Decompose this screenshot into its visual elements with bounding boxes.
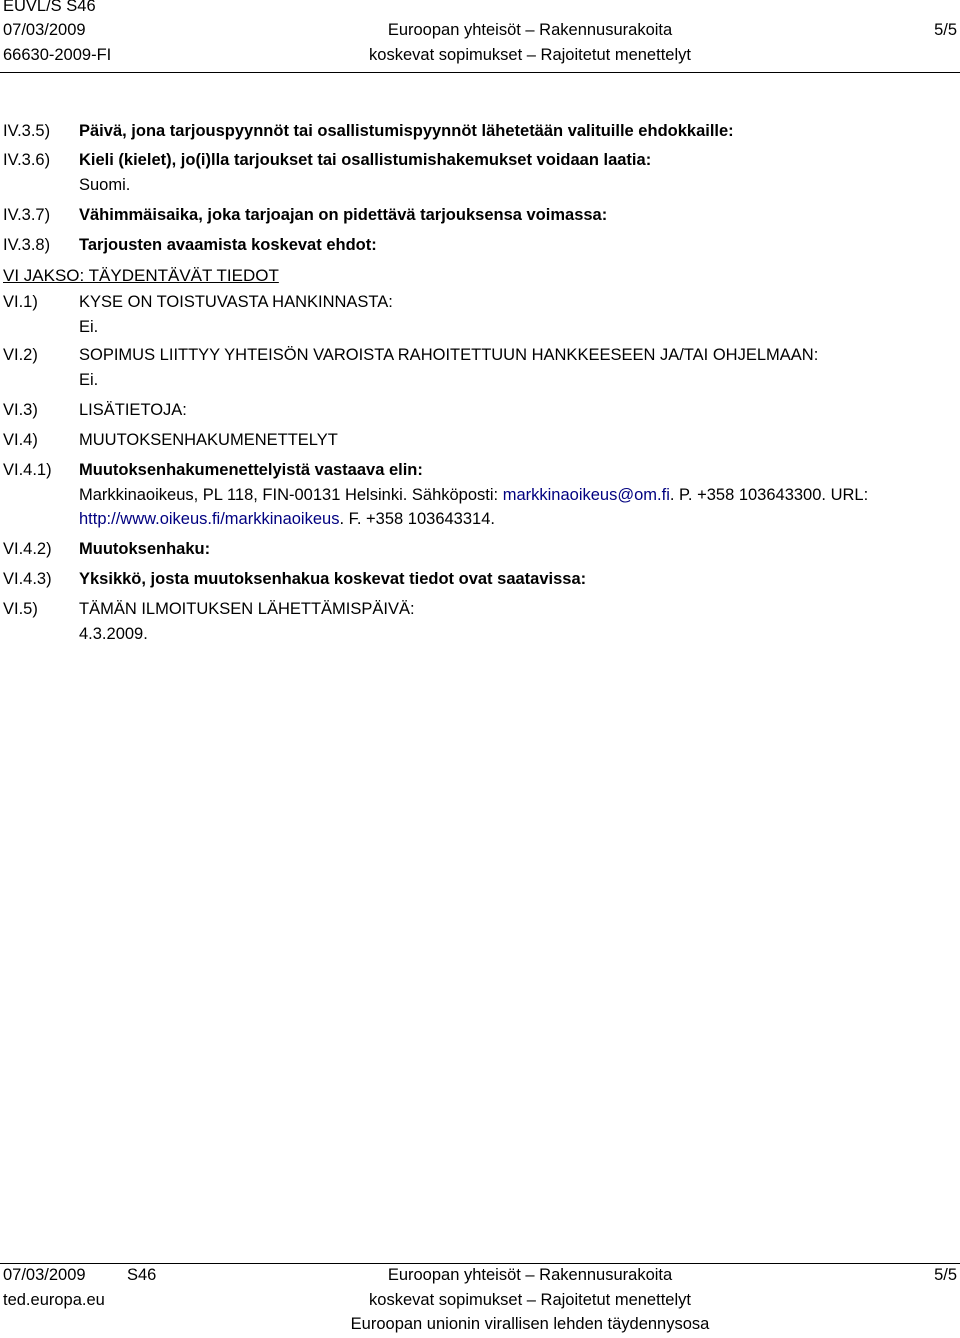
footer-category: Euroopan yhteisöt – Rakennusurakoita bbox=[387, 1266, 673, 1284]
item-label: IV.3.5) bbox=[3, 122, 51, 140]
review-body-line-2 bbox=[79, 510, 495, 529]
item-text: Kieli (kielet), jo(i)lla tarjoukset tai osallistumishakemukset voidaan laatia: bbox=[79, 151, 652, 169]
item-text: LISÄTIETOJA: bbox=[79, 401, 187, 419]
item-value: Suomi. bbox=[79, 176, 131, 194]
item-label: VI.4.2) bbox=[3, 540, 52, 558]
item-label: VI.4) bbox=[3, 431, 38, 449]
item-label: IV.3.8) bbox=[3, 236, 51, 254]
review-body-text: Markkinaoikeus, PL 118, FIN-00131 Helsinki. Sähköposti: bbox=[79, 486, 503, 504]
footer-rule bbox=[0, 1263, 960, 1264]
header-rule bbox=[0, 72, 960, 73]
item-value: 4.3.2009. bbox=[79, 625, 148, 643]
item-label: VI.4.1) bbox=[3, 461, 52, 479]
item-text: MUUTOKSENHAKUMENETTELYT bbox=[79, 431, 338, 449]
header-ref-number: 66630-2009-FI bbox=[3, 46, 112, 64]
item-text: Yksikkö, josta muutoksenhakua koskevat tiedot ovat saatavissa: bbox=[79, 570, 587, 588]
item-text: SOPIMUS LIITTYY YHTEISÖN VAROISTA RAHOITETTUUN HANKKEESEEN JA/TAI OHJELMAAN: bbox=[79, 346, 819, 364]
review-body-text: . P. +358 103643300. URL: bbox=[669, 486, 869, 504]
footer-series: S46 bbox=[127, 1266, 157, 1284]
email-link[interactable]: markkinaoikeus@om.fi bbox=[502, 486, 670, 504]
header-date: 07/03/2009 bbox=[3, 21, 86, 39]
section-title: VI JAKSO: TÄYDENTÄVÄT TIEDOT bbox=[3, 266, 279, 285]
header-procedure: koskevat sopimukset – Rajoitetut menettelyt bbox=[369, 46, 691, 64]
item-label: IV.3.6) bbox=[3, 151, 51, 169]
item-text: Tarjousten avaamista koskevat ehdot: bbox=[79, 236, 377, 254]
footer-page-number: 5/5 bbox=[934, 1266, 957, 1284]
header-category: Euroopan yhteisöt – Rakennusurakoita bbox=[387, 21, 673, 39]
footer-procedure: koskevat sopimukset – Rajoitetut menettelyt bbox=[369, 1291, 691, 1309]
item-text: KYSE ON TOISTUVASTA HANKINNASTA: bbox=[79, 293, 393, 311]
footer-site: ted.europa.eu bbox=[3, 1291, 105, 1309]
item-label: VI.1) bbox=[3, 293, 38, 311]
item-label: VI.3) bbox=[3, 401, 38, 419]
item-label: VI.5) bbox=[3, 600, 38, 618]
doc-code: EUVL/S S46 bbox=[3, 0, 96, 15]
item-text: Vähimmäisaika, joka tarjoajan on pidettävä tarjouksensa voimassa: bbox=[79, 206, 608, 224]
header-page-number: 5/5 bbox=[934, 21, 957, 39]
item-text: Muutoksenhaku: bbox=[79, 540, 211, 558]
item-label: VI.4.3) bbox=[3, 570, 52, 588]
review-body-line-1 bbox=[79, 486, 868, 505]
item-label: VI.2) bbox=[3, 346, 38, 364]
item-value: Ei. bbox=[79, 371, 99, 389]
item-text: Päivä, jona tarjouspyynnöt tai osallistumispyynnöt lähetetään valituille ehdokkaille: bbox=[79, 122, 734, 140]
item-text: TÄMÄN ILMOITUKSEN LÄHETTÄMISPÄIVÄ: bbox=[79, 600, 415, 618]
item-text: Muutoksenhakumenettelyistä vastaava elin: bbox=[79, 461, 423, 479]
footer-publication: Euroopan unionin virallisen lehden täydennysosa bbox=[350, 1315, 710, 1333]
url-link[interactable]: http://www.oikeus.fi/markkinaoikeus bbox=[79, 510, 340, 528]
review-body-text: . F. +358 103643314. bbox=[339, 510, 495, 528]
footer-date: 07/03/2009 bbox=[3, 1266, 86, 1284]
item-label: IV.3.7) bbox=[3, 206, 51, 224]
item-value: Ei. bbox=[79, 318, 99, 336]
